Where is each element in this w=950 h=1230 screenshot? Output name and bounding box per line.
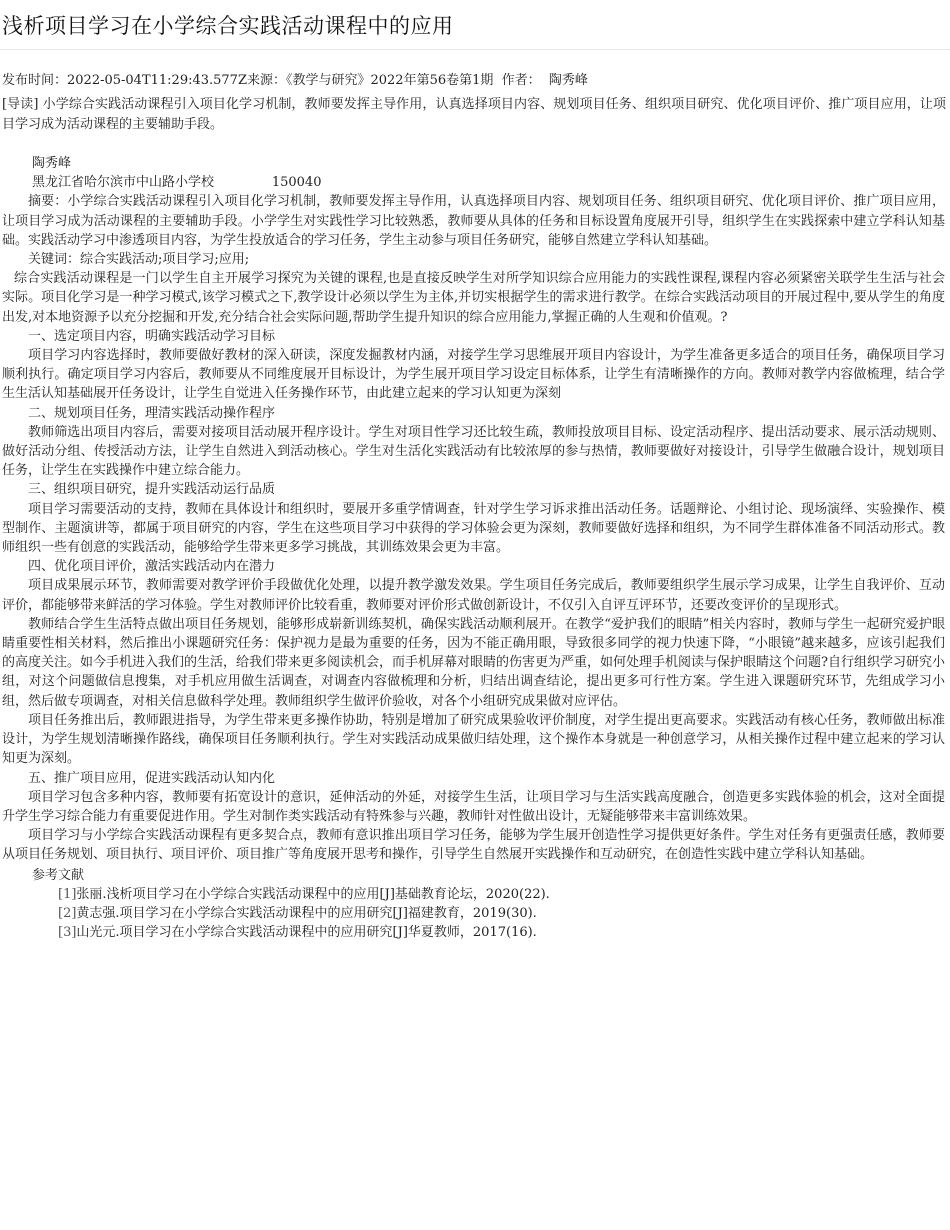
reference-text: 黄志强.项目学习在小学综合实践活动课程中的应用研究[J]福建教育，2019(30).	[76, 905, 537, 921]
section-heading: 一、选定项目内容，明确实践活动学习目标	[28, 328, 276, 344]
reference-text: 张丽.浅析项目学习在小学综合实践活动课程中的应用[J]基础教育论坛，2020(22).	[76, 886, 550, 902]
section-paragraph: 教师结合学生生活特点做出项目任务规划，能够形成崭新训练契机，确保实践活动顺利展开。在教学“爱护我们的眼睛”相关内容时，教师与学生一起研究爱护眼睛重要性相关材料，然后推出小课题研究任务：保护视力是最为重要的任务，因为不能正确用眼，导致很多同学的视力快速下降，“小眼镜”越来越多，应该引起我们的高度关注。如今手机进入我们的生活，给我们带来更多阅读机会，而手机屏幕对眼睛的伤害更为严重，如何处理手机阅读与保护眼睛这个问题?自行组织学习研究小组，对这个问题做信息搜集，对手机应用做生活调查，对调查内容做梳理和分析，归结出调查结论，提出更多可行性方案。学生进入课题研究环节，先组成学习小组，然后做专项调查，对相关信息做科学处理。教师组织学生做评价验收，对各个小组研究成果做对应评估。	[2, 616, 945, 709]
abstract: 摘要：小学综合实践活动课程引入项目化学习机制，教师要发挥主导作用，认真选择项目内容、规划项目任务、组织项目研究、优化项目评价、推广项目应用，让项目学习成为活动课程的主要辅助手段。小学学生对实践性学习比较熟悉，教师要从具体的任务和目标设置角度展开引导，组织学生在实践探索中建立学科认知基础。实践活动学习中渗透项目内容，为学生投放适合的学习任务，学生主动参与项目任务研究，能够自然建立学科认知基础。	[2, 194, 945, 248]
section-paragraph: 项目学习包含多种内容，教师要有拓宽设计的意识，延伸活动的外延，对接学生生活，让项目学习与生活实践高度融合，创造更多实践体验的机会，这对全面提升学生学习综合能力有重要促进作用。学生对制作类实践活动有特殊参与兴趣，教师针对性做出设计，无疑能够带来丰富训练效果。	[2, 789, 945, 824]
reference-item	[2, 923, 945, 942]
section-paragraph: 教师筛选出项目内容后，需要对接项目活动展开程序设计。学生对项目性学习还比较生疏，教师投放项目目标、设定活动程序、提出活动要求、展示活动规则、做好活动分组、传授活动方法，让学生自然进入到活动核心。学生对生活化实践活动有比较浓厚的参与热情，教师要做好对接设计，引导学生做融合设计，规划项目任务，让学生在实践操作中建立综合能力。	[2, 424, 945, 479]
reference-number: [1]	[58, 886, 77, 902]
section-paragraph: 项目学习与小学综合实践活动课程有更多契合点，教师有意识推出项目学习任务，能够为学生展开创造性学习提供更好条件。学生对任务有更强责任感，教师要从项目任务规划、项目执行、项目评价、项目推广等角度展开思考和操作，引导学生自然展开实践操作和互动研究，在创造性实践中建立学科认知基础。	[2, 828, 945, 863]
article-body	[2, 154, 945, 942]
author-school: 黑龙江省哈尔滨市中山路小学校 150040	[32, 175, 322, 191]
section-heading: 二、规划项目任务，理清实践活动操作程序	[28, 405, 276, 421]
author-name: 陶秀峰	[32, 156, 72, 171]
title-divider	[0, 49, 950, 50]
section-paragraph: 项目任务推出后，教师跟进指导，为学生带来更多操作协助，特别是增加了研究成果验收评价制度，对学生提出更高要求。实践活动有核心任务，教师做出标准设计，为学生规划清晰操作路线，确保项目任务顺利执行。学生对实践活动成果做归结处理，这个操作本身就是一种创意学习，从相关操作过程中建立起来的学习认知更为深刻。	[2, 712, 945, 767]
reference-number: [3]	[58, 925, 77, 941]
section-paragraph: 项目学习需要活动的支持，教师在具体设计和组织时，要展开多重学情调查，针对学生学习诉求推出活动任务。话题辩论、小组讨论、现场演绎、实验操作、模型制作、主题演讲等，都属于项目研究的内容，学生在这些项目学习中获得的学习体验会更为深刻，教师要做好选择和组织，为不同学生群体准备不同活动形式。教师组织一些有创意的实践活动，能够给学生带来更多学习挑战，其训练效果会更为丰富。	[2, 501, 945, 556]
intro-paragraph: 综合实践活动课程是一门以学生自主开展学习探究为关键的课程,也是直接反映学生对所学知识综合应用能力的实践性课程,课程内容必须紧密关联学生生活与社会实际。项目化学习是一种学习模式,该学习模式之下,教学设计必须以学生为主体,并切实根据学生的需求进行教学。在综合实践活动项目的开展过程中,要从学生的角度出发,对本地资源予以充分挖掘和开发,充分结合社会实际问题,帮助学生提升知识的综合应用能力,掌握正确的人生观和价值观。?	[2, 271, 945, 325]
article-guide: [导读] 小学综合实践活动课程引入项目化学习机制，教师要发挥主导作用，认真选择项目内容、规划项目任务、组织项目研究、优化项目评价、推广项目应用，让项目学习成为活动课程的主要辅助手段。	[2, 97, 946, 132]
keywords: 关键词：综合实践活动;项目学习;应用;	[28, 252, 250, 268]
reference-item	[2, 885, 945, 904]
section-paragraph: 项目学习内容选择时，教师要做好教材的深入研读，深度发掘教材内涵，对接学生学习思维展开项目内容设计，为学生准备更多适合的项目任务，确保项目学习顺利执行。确定项目学习内容后，教师要从不同维度展开目标设计，为学生展开项目学习设定目标体系，让学生有清晰操作的方向。教师对教学内容做梳理，结合学生生活认知基础展开任务设计，让学生自觉进入任务操作环节，由此建立起来的学习认知更为深刻	[2, 348, 945, 402]
reference-item	[2, 904, 945, 923]
reference-text: 山光元.项目学习在小学综合实践活动课程中的应用研究[J]华夏教师，2017(16).	[76, 925, 537, 941]
reference-number: [2]	[58, 905, 77, 921]
references-title: 参考文献	[32, 867, 85, 883]
section-heading: 四、优化项目评价，激活实践活动内在潜力	[28, 559, 276, 575]
section-heading: 五、推广项目应用，促进实践活动认知内化	[28, 770, 276, 786]
article-title: 浅析项目学习在小学综合实践活动课程中的应用	[2, 14, 454, 38]
article-meta: 发布时间：2022-05-04T11:29:43.577Z来源：《教学与研究》2022年第56卷第1期 作者： 陶秀峰	[2, 73, 588, 88]
section-heading: 三、组织项目研究，提升实践活动运行品质	[28, 482, 276, 498]
section-paragraph: 项目成果展示环节，教师需要对教学评价手段做优化处理，以提升教学激发效果。学生项目任务完成后，教师要组织学生展示学习成果，让学生自我评价、互动评价，都能够带来鲜活的学习体验。学生对教师评价比较看重，教师要对评价形式做创新设计，不仅引入自评互评环节，还要改变评价的呈现形式。	[2, 578, 945, 613]
